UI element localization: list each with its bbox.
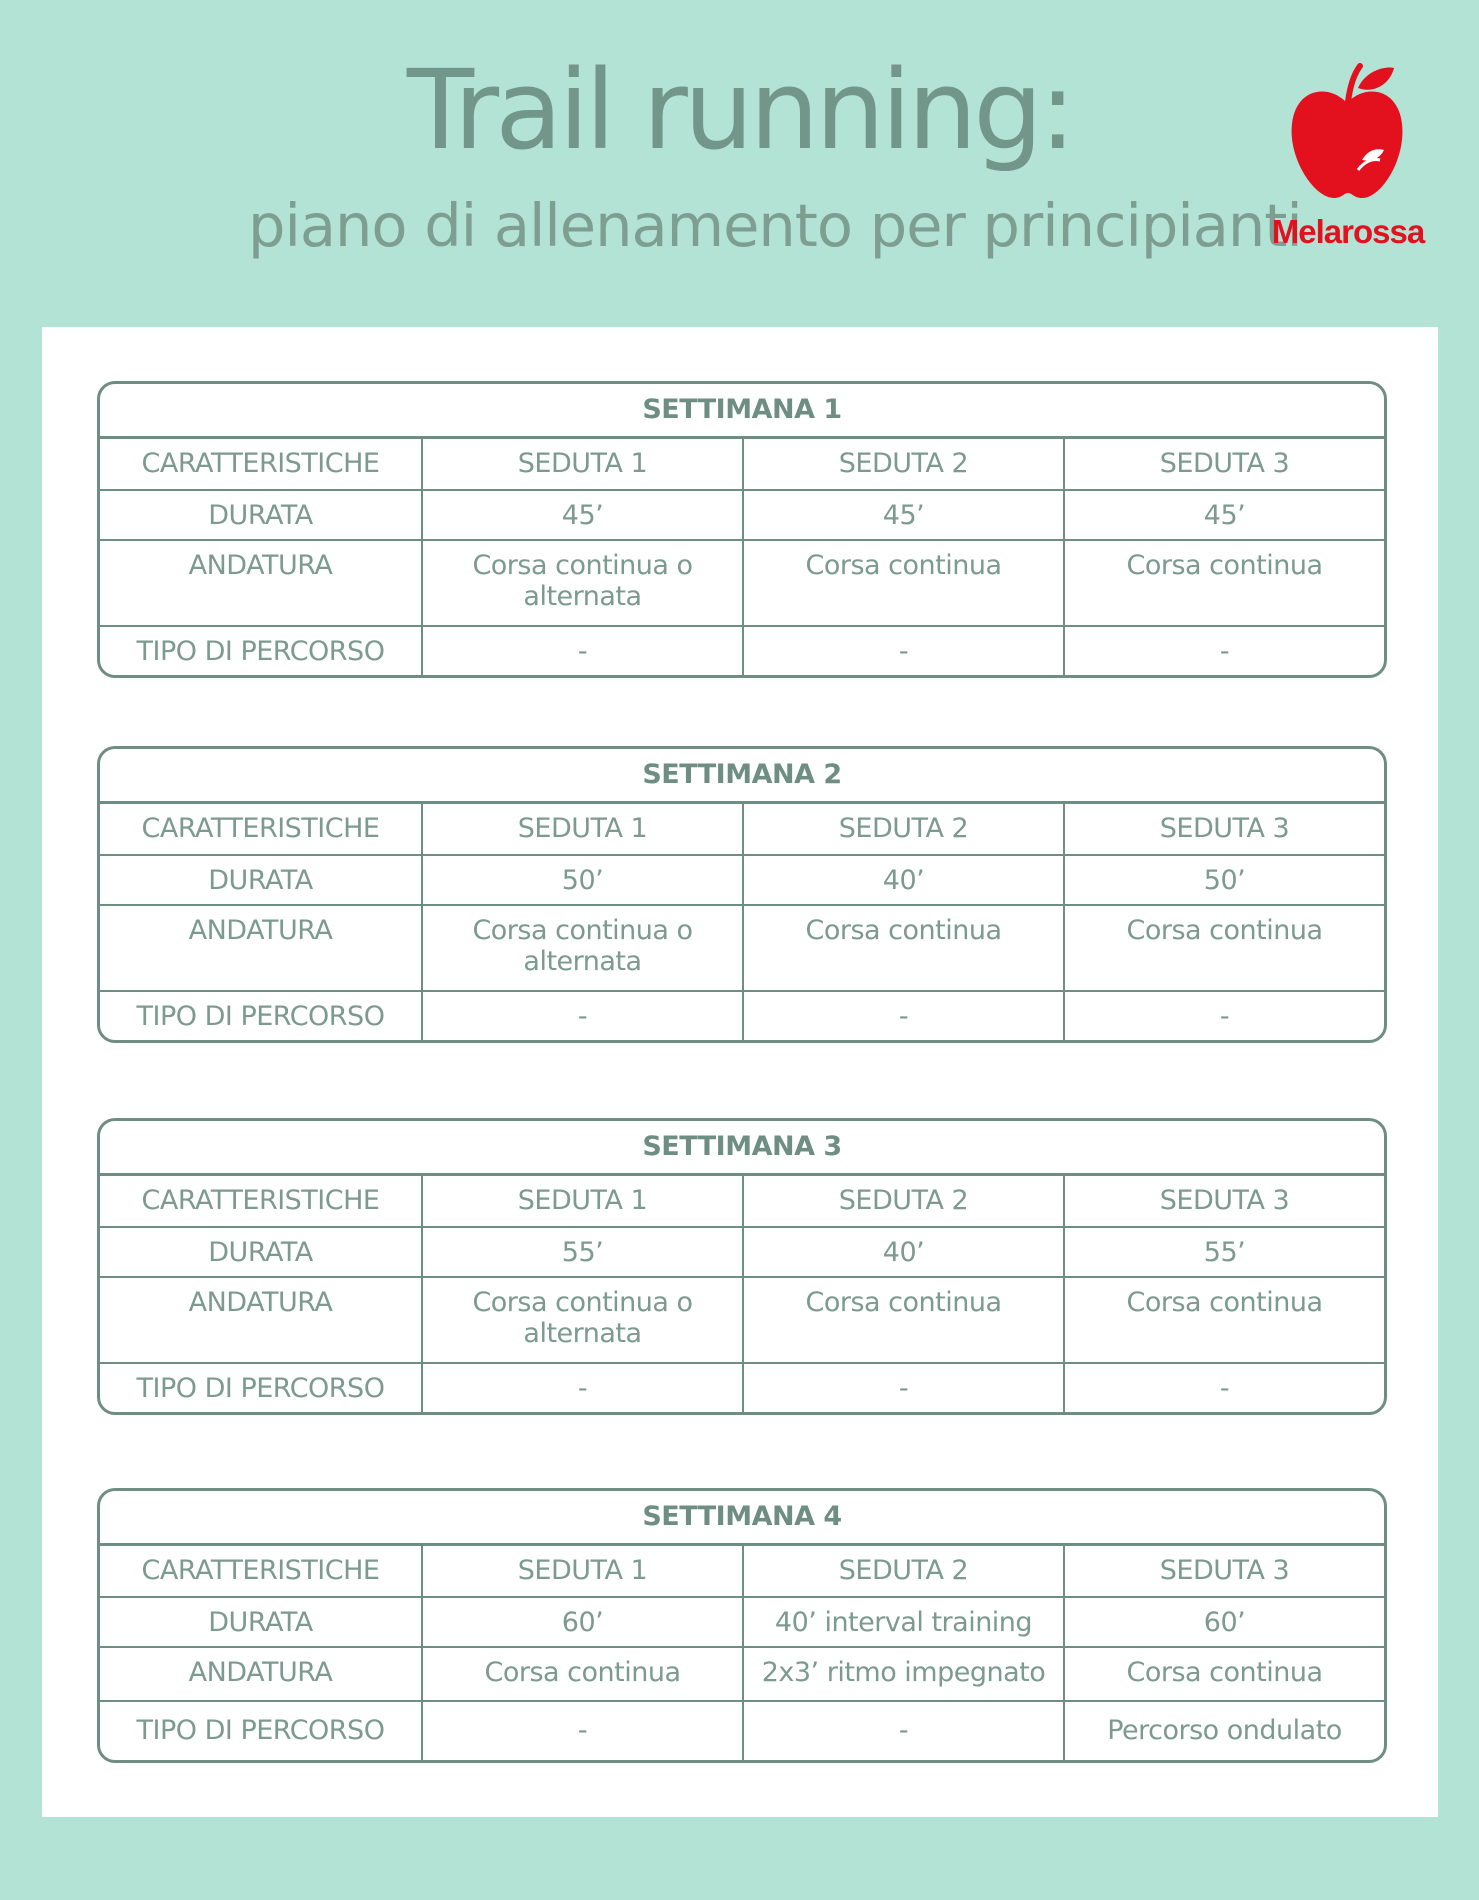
session-cell: 60’: [1063, 1598, 1384, 1646]
session-cell: -: [421, 992, 742, 1040]
andatura-row: [100, 541, 1384, 627]
row-label: ANDATURA: [188, 1657, 333, 1688]
session-cell: 40’: [742, 856, 1063, 904]
session-cell: 60’: [421, 1598, 742, 1646]
durata-row: [100, 1598, 1384, 1648]
session-cell: Corsa continua: [1063, 906, 1384, 990]
row-label: DURATA: [208, 865, 313, 896]
row-label: TIPO DI PERCORSO: [136, 1001, 385, 1032]
andatura-row: [100, 906, 1384, 992]
session-cell: Corsa continua: [1063, 1648, 1384, 1700]
percorso-row: [100, 1364, 1384, 1412]
session-cell: SEDUTA 3: [1063, 804, 1384, 854]
row-label: CARATTERISTICHE: [141, 813, 380, 844]
row-label: CARATTERISTICHE: [141, 1185, 380, 1216]
row-label: DURATA: [208, 1237, 313, 1268]
row-label: DURATA: [208, 500, 313, 531]
session-cell: Corsa continua o alternata: [421, 541, 742, 625]
session-cell: Corsa continua o alternata: [421, 1278, 742, 1362]
week-1-table: [97, 381, 1387, 678]
row-label: ANDATURA: [188, 915, 333, 946]
session-cell: -: [421, 1364, 742, 1412]
session-cell: SEDUTA 3: [1063, 1176, 1384, 1226]
row-label: ANDATURA: [188, 1287, 333, 1318]
week-title: SETTIMANA 3: [100, 1121, 1384, 1176]
session-cell: -: [421, 627, 742, 675]
session-cell: SEDUTA 3: [1063, 439, 1384, 489]
session-cell: SEDUTA 2: [742, 1176, 1063, 1226]
durata-row: [100, 1228, 1384, 1278]
session-cell: Corsa continua: [742, 1278, 1063, 1362]
session-cell: Corsa continua: [1063, 1278, 1384, 1362]
row-label: TIPO DI PERCORSO: [136, 636, 385, 667]
session-cell: -: [1063, 992, 1384, 1040]
session-cell: Corsa continua: [421, 1648, 742, 1700]
session-cell: Corsa continua o alternata: [421, 906, 742, 990]
session-cell: SEDUTA 1: [421, 439, 742, 489]
percorso-row: [100, 627, 1384, 675]
header-row: [100, 1176, 1384, 1228]
session-cell: 2x3’ ritmo impegnato: [742, 1648, 1063, 1700]
session-cell: Percorso ondulato: [1063, 1702, 1384, 1760]
session-cell: 45’: [742, 491, 1063, 539]
session-cell: SEDUTA 3: [1063, 1546, 1384, 1596]
andatura-row: [100, 1278, 1384, 1364]
session-cell: 50’: [1063, 856, 1384, 904]
header-row: [100, 804, 1384, 856]
page-subtitle: piano di allenamento per principianti: [248, 191, 1302, 260]
session-cell: SEDUTA 2: [742, 1546, 1063, 1596]
session-cell: -: [742, 992, 1063, 1040]
session-cell: SEDUTA 1: [421, 804, 742, 854]
session-cell: -: [742, 627, 1063, 675]
session-cell: -: [1063, 1364, 1384, 1412]
header-row: [100, 1546, 1384, 1598]
session-cell: 55’: [1063, 1228, 1384, 1276]
row-label: TIPO DI PERCORSO: [136, 1715, 385, 1746]
brand-logo: [1258, 62, 1438, 262]
row-label: DURATA: [208, 1607, 313, 1638]
session-cell: SEDUTA 1: [421, 1546, 742, 1596]
session-cell: 40’ interval training: [742, 1598, 1063, 1646]
session-cell: -: [742, 1364, 1063, 1412]
durata-row: [100, 491, 1384, 541]
session-cell: -: [1063, 627, 1384, 675]
row-label: CARATTERISTICHE: [141, 1555, 380, 1586]
session-cell: 55’: [421, 1228, 742, 1276]
apple-icon: [1288, 62, 1408, 202]
percorso-row: [100, 1702, 1384, 1760]
week-3-table: [97, 1118, 1387, 1415]
header-row: [100, 439, 1384, 491]
session-cell: 40’: [742, 1228, 1063, 1276]
week-2-table: [97, 746, 1387, 1043]
andatura-row: [100, 1648, 1384, 1702]
row-label: TIPO DI PERCORSO: [136, 1373, 385, 1404]
session-cell: 45’: [1063, 491, 1384, 539]
session-cell: -: [421, 1702, 742, 1760]
week-title: SETTIMANA 2: [100, 749, 1384, 804]
week-4-table: [97, 1488, 1387, 1763]
percorso-row: [100, 992, 1384, 1040]
session-cell: SEDUTA 2: [742, 804, 1063, 854]
week-title: SETTIMANA 1: [100, 384, 1384, 439]
session-cell: SEDUTA 2: [742, 439, 1063, 489]
session-cell: Corsa continua: [1063, 541, 1384, 625]
session-cell: 45’: [421, 491, 742, 539]
session-cell: SEDUTA 1: [421, 1176, 742, 1226]
session-cell: -: [742, 1702, 1063, 1760]
session-cell: Corsa continua: [742, 541, 1063, 625]
session-cell: 50’: [421, 856, 742, 904]
durata-row: [100, 856, 1384, 906]
session-cell: Corsa continua: [742, 906, 1063, 990]
brand-logo-text: Melarossa: [1271, 213, 1425, 250]
week-title: SETTIMANA 4: [100, 1491, 1384, 1546]
row-label: CARATTERISTICHE: [141, 448, 380, 479]
page-title: Trail running:: [406, 46, 1073, 174]
row-label: ANDATURA: [188, 550, 333, 581]
